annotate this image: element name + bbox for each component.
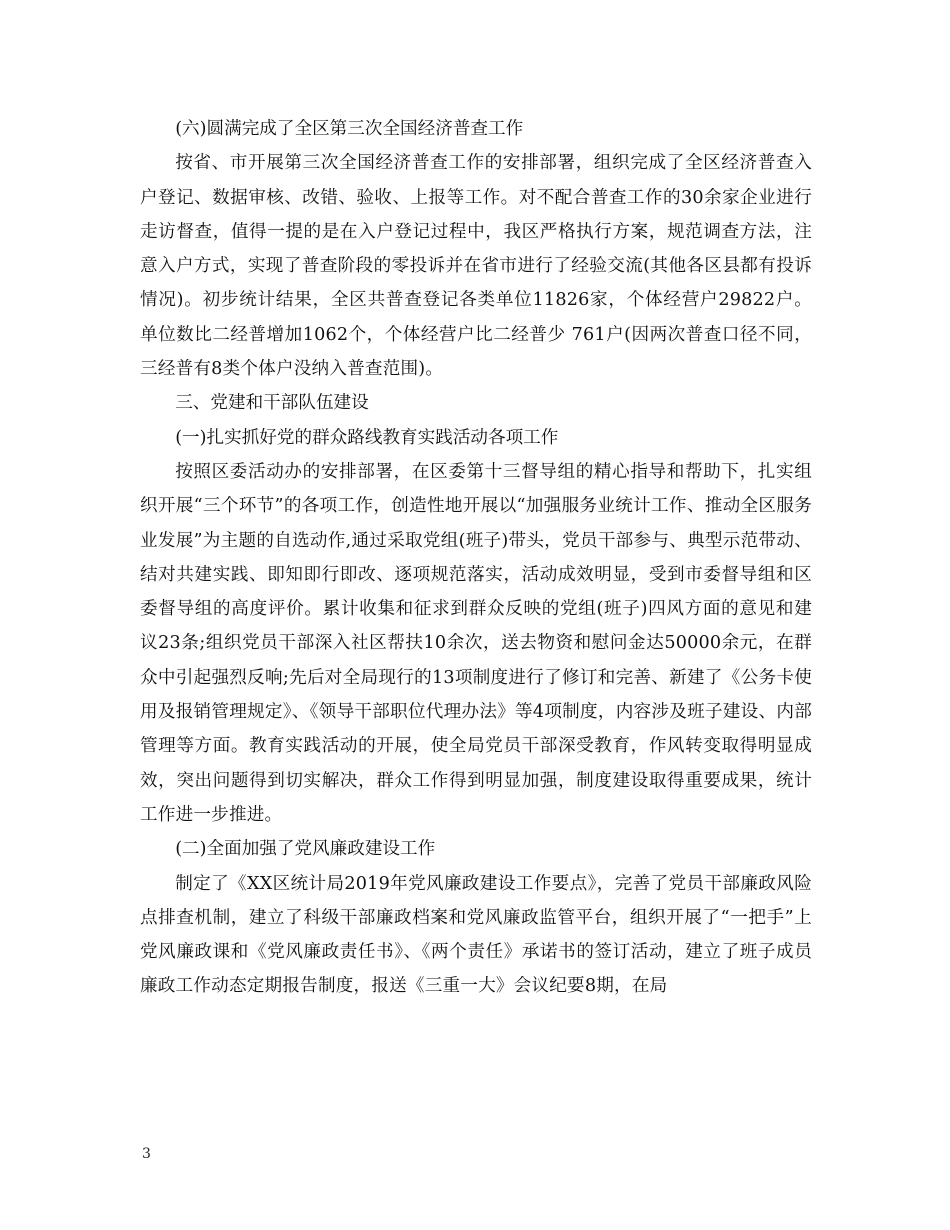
document-body: [140, 112, 812, 1004]
subsection-heading-2: (二)全面加强了党风廉政建设工作: [175, 839, 436, 860]
paragraph-census: 按省、市开展第三次全国经济普查工作的安排部署，组织完成了全区经济普查入户登记、数据审核、改错、验收、上报等工作。对不配合普查工作的30余家企业进行走访督查，值得一提的是在入户登记过程中，我区严格执行方案，规范调查方法，注意入户方式，实现了普查阶段的零投诉并在省市进行了经验交流(其他各区县都有投诉情况)。初步统计结果，全区共普查登记各类单位11826家，个体经营户29822户。单位数比二经普增加1062个，个体经营户比二经普少 761户(因两次普查口径不同，三经普有8类个体户没纳入普查范围)。: [140, 153, 812, 380]
page-number: 3: [142, 1146, 151, 1162]
section-heading-6: (六)圆满完成了全区第三次全国经济普查工作: [175, 119, 524, 139]
paragraph-integrity: 制定了《XX区统计局2019年党风廉政建设工作要点》，完善了党员干部廉政风险点排查机制，建立了科级干部廉政档案和党风廉政监管平台，组织开展了“一把手”上党风廉政课和《党风廉政责任书》、《两个责任》承诺书的签订活动，建立了班子成员廉政工作动态定期报告制度，报送《三重一大》会议纪要8期，在局: [140, 873, 812, 997]
paragraph-mass-line: 按照区委活动办的安排部署，在区委第十三督导组的精心指导和帮助下，扎实组织开展“三个环节”的各项工作，创造性地开展以“加强服务业统计工作、推动全区服务业发展”为主题的自选动作,通过采取党组(班子)带头，党员干部参与、典型示范带动、结对共建实践、即知即行即改、逐项规范落实，活动成效明显，受到市委督导组和区委督导组的高度评价。累计收集和征求到群众反映的党组(班子)四风方面的意见和建议23条;组织党员干部深入社区帮扶10余次，送去物资和慰问金达50000余元，在群众中引起强烈反响;先后对全局现行的13项制度进行了修订和完善、新建了《公务卡使用及报销管理规定》、《领导干部职位代理办法》等4项制度，内容涉及班子建设、内部管理等方面。教育实践活动的开展，使全局党员干部深受教育，作风转变取得明显成效，突出问题得到切实解决，群众工作得到明显加强，制度建设取得重要成果，统计工作进一步推进。: [140, 461, 812, 825]
section-heading-3: 三、党建和干部队伍建设: [175, 393, 369, 414]
subsection-heading-1: (一)扎实抓好党的群众路线教育实践活动各项工作: [175, 427, 559, 448]
